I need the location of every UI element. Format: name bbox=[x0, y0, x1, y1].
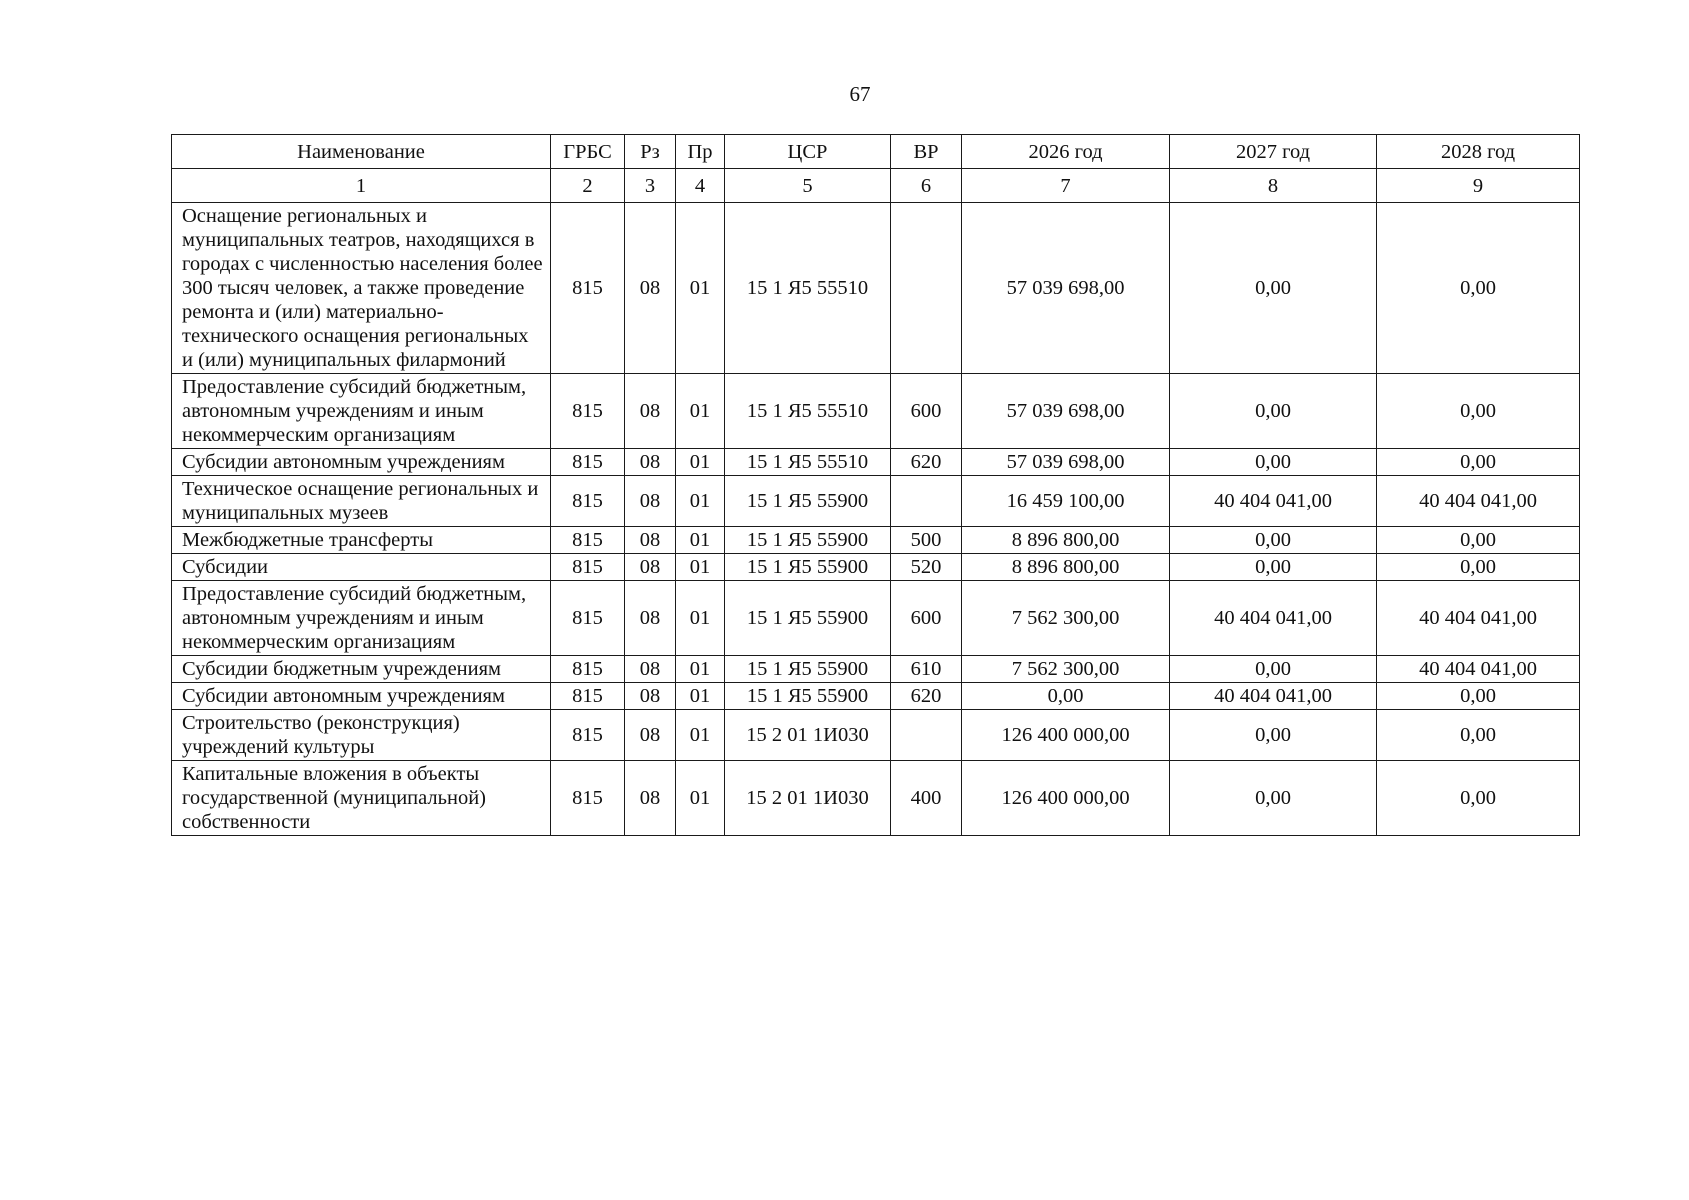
row-rz: 08 bbox=[625, 761, 676, 836]
row-amount-2028: 40 404 041,00 bbox=[1377, 581, 1580, 656]
row-vr: 620 bbox=[891, 683, 962, 710]
row-amount-2028: 0,00 bbox=[1377, 683, 1580, 710]
row-amount-2027: 40 404 041,00 bbox=[1170, 683, 1377, 710]
row-amount-2028: 40 404 041,00 bbox=[1377, 476, 1580, 527]
row-rz: 08 bbox=[625, 374, 676, 449]
row-vr: 400 bbox=[891, 761, 962, 836]
column-number: 7 bbox=[962, 169, 1170, 203]
row-rz: 08 bbox=[625, 683, 676, 710]
table-row bbox=[172, 581, 1580, 656]
row-name: Субсидии автономным учреждениям bbox=[172, 449, 551, 476]
table-row bbox=[172, 374, 1580, 449]
row-csr: 15 1 Я5 55510 bbox=[725, 449, 891, 476]
row-pr: 01 bbox=[676, 527, 725, 554]
row-amount-2028: 0,00 bbox=[1377, 449, 1580, 476]
row-name: Оснащение региональных и муниципальных театров, находящихся в городах с численностью населения более 300 тысяч человек, а также проведение ремонта и (или) материально-технического оснащения региональных и (или) муниципальных филармоний bbox=[172, 203, 551, 374]
row-grbs: 815 bbox=[551, 203, 625, 374]
row-rz: 08 bbox=[625, 203, 676, 374]
row-name: Предоставление субсидий бюджетным, автономным учреждениям и иным некоммерческим организациям bbox=[172, 374, 551, 449]
header-name: Наименование bbox=[172, 135, 551, 169]
row-amount-2028: 0,00 bbox=[1377, 374, 1580, 449]
row-name: Предоставление субсидий бюджетным, автономным учреждениям и иным некоммерческим организациям bbox=[172, 581, 551, 656]
row-csr: 15 1 Я5 55900 bbox=[725, 581, 891, 656]
row-grbs: 815 bbox=[551, 710, 625, 761]
row-grbs: 815 bbox=[551, 449, 625, 476]
row-name: Субсидии бюджетным учреждениям bbox=[172, 656, 551, 683]
row-pr: 01 bbox=[676, 656, 725, 683]
row-csr: 15 2 01 1И030 bbox=[725, 710, 891, 761]
row-grbs: 815 bbox=[551, 476, 625, 527]
row-rz: 08 bbox=[625, 554, 676, 581]
row-amount-2026: 0,00 bbox=[962, 683, 1170, 710]
column-number: 4 bbox=[676, 169, 725, 203]
row-amount-2027: 40 404 041,00 bbox=[1170, 476, 1377, 527]
header-pr: Пр bbox=[676, 135, 725, 169]
row-amount-2027: 0,00 bbox=[1170, 203, 1377, 374]
row-amount-2027: 0,00 bbox=[1170, 761, 1377, 836]
header-2028: 2028 год bbox=[1377, 135, 1580, 169]
table-row bbox=[172, 710, 1580, 761]
table-row bbox=[172, 476, 1580, 527]
row-amount-2027: 0,00 bbox=[1170, 656, 1377, 683]
row-name: Строительство (реконструкция) учреждений культуры bbox=[172, 710, 551, 761]
row-vr: 520 bbox=[891, 554, 962, 581]
column-number: 6 bbox=[891, 169, 962, 203]
column-number-row bbox=[172, 169, 1580, 203]
column-number: 3 bbox=[625, 169, 676, 203]
row-rz: 08 bbox=[625, 581, 676, 656]
row-name: Капитальные вложения в объекты государственной (муниципальной) собственности bbox=[172, 761, 551, 836]
row-amount-2026: 8 896 800,00 bbox=[962, 554, 1170, 581]
row-amount-2028: 0,00 bbox=[1377, 527, 1580, 554]
column-number: 9 bbox=[1377, 169, 1580, 203]
column-number: 2 bbox=[551, 169, 625, 203]
row-amount-2026: 8 896 800,00 bbox=[962, 527, 1170, 554]
row-rz: 08 bbox=[625, 710, 676, 761]
row-amount-2026: 7 562 300,00 bbox=[962, 656, 1170, 683]
row-pr: 01 bbox=[676, 554, 725, 581]
row-vr: 620 bbox=[891, 449, 962, 476]
table-row bbox=[172, 203, 1580, 374]
header-grbs: ГРБС bbox=[551, 135, 625, 169]
row-amount-2026: 57 039 698,00 bbox=[962, 449, 1170, 476]
row-csr: 15 1 Я5 55510 bbox=[725, 203, 891, 374]
table-row bbox=[172, 527, 1580, 554]
header-vr: ВР bbox=[891, 135, 962, 169]
row-amount-2026: 126 400 000,00 bbox=[962, 710, 1170, 761]
row-amount-2028: 40 404 041,00 bbox=[1377, 656, 1580, 683]
row-csr: 15 1 Я5 55900 bbox=[725, 476, 891, 527]
row-vr: 500 bbox=[891, 527, 962, 554]
row-rz: 08 bbox=[625, 476, 676, 527]
table-row bbox=[172, 683, 1580, 710]
header-2026: 2026 год bbox=[962, 135, 1170, 169]
row-amount-2026: 57 039 698,00 bbox=[962, 203, 1170, 374]
row-vr bbox=[891, 710, 962, 761]
row-pr: 01 bbox=[676, 581, 725, 656]
row-name: Межбюджетные трансферты bbox=[172, 527, 551, 554]
row-grbs: 815 bbox=[551, 656, 625, 683]
row-amount-2028: 0,00 bbox=[1377, 761, 1580, 836]
row-amount-2026: 57 039 698,00 bbox=[962, 374, 1170, 449]
row-pr: 01 bbox=[676, 476, 725, 527]
header-csr: ЦСР bbox=[725, 135, 891, 169]
table-row bbox=[172, 656, 1580, 683]
row-amount-2027: 40 404 041,00 bbox=[1170, 581, 1377, 656]
header-2027: 2027 год bbox=[1170, 135, 1377, 169]
row-amount-2027: 0,00 bbox=[1170, 374, 1377, 449]
table-row bbox=[172, 761, 1580, 836]
row-rz: 08 bbox=[625, 449, 676, 476]
header-rz: Рз bbox=[625, 135, 676, 169]
column-number: 5 bbox=[725, 169, 891, 203]
row-vr: 610 bbox=[891, 656, 962, 683]
table-row bbox=[172, 554, 1580, 581]
row-vr bbox=[891, 203, 962, 374]
table-row bbox=[172, 449, 1580, 476]
page-number: 67 bbox=[849, 82, 871, 106]
row-pr: 01 bbox=[676, 374, 725, 449]
row-pr: 01 bbox=[676, 710, 725, 761]
row-amount-2028: 0,00 bbox=[1377, 554, 1580, 581]
row-rz: 08 bbox=[625, 527, 676, 554]
row-csr: 15 1 Я5 55900 bbox=[725, 683, 891, 710]
row-csr: 15 2 01 1И030 bbox=[725, 761, 891, 836]
row-name: Техническое оснащение региональных и муниципальных музеев bbox=[172, 476, 551, 527]
row-csr: 15 1 Я5 55900 bbox=[725, 656, 891, 683]
row-grbs: 815 bbox=[551, 554, 625, 581]
row-amount-2027: 0,00 bbox=[1170, 527, 1377, 554]
budget-table bbox=[171, 134, 1580, 836]
row-csr: 15 1 Я5 55510 bbox=[725, 374, 891, 449]
row-grbs: 815 bbox=[551, 761, 625, 836]
column-number: 8 bbox=[1170, 169, 1377, 203]
row-amount-2027: 0,00 bbox=[1170, 710, 1377, 761]
row-pr: 01 bbox=[676, 683, 725, 710]
row-name: Субсидии bbox=[172, 554, 551, 581]
row-amount-2026: 126 400 000,00 bbox=[962, 761, 1170, 836]
row-amount-2027: 0,00 bbox=[1170, 554, 1377, 581]
row-rz: 08 bbox=[625, 656, 676, 683]
row-vr: 600 bbox=[891, 374, 962, 449]
column-number: 1 bbox=[172, 169, 551, 203]
row-grbs: 815 bbox=[551, 581, 625, 656]
row-vr: 600 bbox=[891, 581, 962, 656]
header-row bbox=[172, 135, 1580, 169]
row-amount-2026: 7 562 300,00 bbox=[962, 581, 1170, 656]
row-pr: 01 bbox=[676, 761, 725, 836]
row-amount-2028: 0,00 bbox=[1377, 710, 1580, 761]
row-name: Субсидии автономным учреждениям bbox=[172, 683, 551, 710]
row-grbs: 815 bbox=[551, 527, 625, 554]
row-csr: 15 1 Я5 55900 bbox=[725, 527, 891, 554]
row-vr bbox=[891, 476, 962, 527]
row-csr: 15 1 Я5 55900 bbox=[725, 554, 891, 581]
row-pr: 01 bbox=[676, 203, 725, 374]
row-grbs: 815 bbox=[551, 683, 625, 710]
row-amount-2027: 0,00 bbox=[1170, 449, 1377, 476]
row-pr: 01 bbox=[676, 449, 725, 476]
row-amount-2026: 16 459 100,00 bbox=[962, 476, 1170, 527]
row-grbs: 815 bbox=[551, 374, 625, 449]
row-amount-2028: 0,00 bbox=[1377, 203, 1580, 374]
